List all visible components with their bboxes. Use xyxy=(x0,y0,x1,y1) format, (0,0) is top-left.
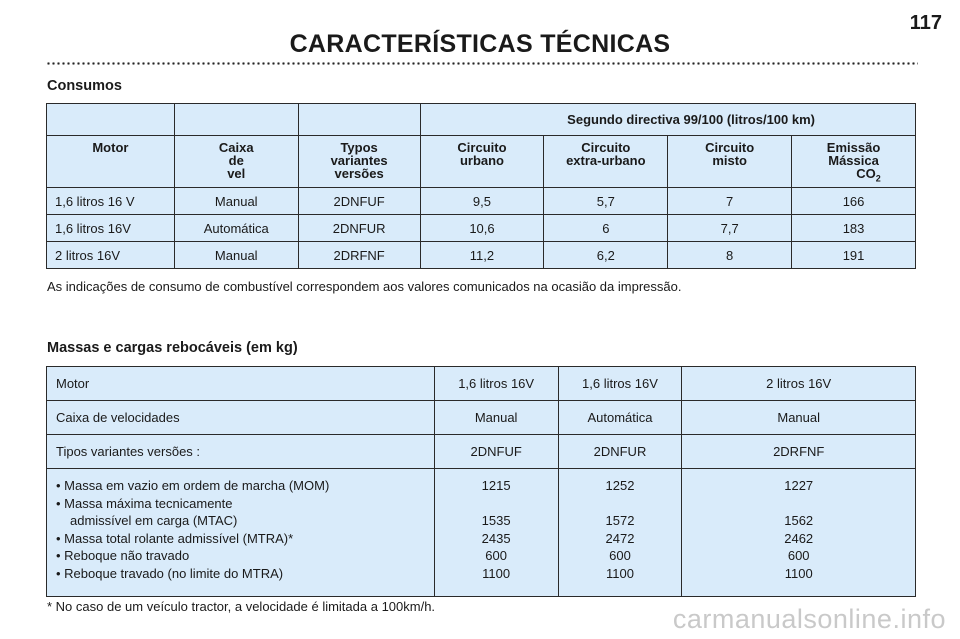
consumos-column-headers xyxy=(47,136,916,188)
header-circuito-urbano: Circuito urbano xyxy=(420,136,544,188)
header-motor: Motor xyxy=(47,136,175,188)
header-tipos: Typos variantes versões xyxy=(298,136,420,188)
list-item: admissível em carga (MTAC) xyxy=(70,513,238,528)
list-item: • Reboque não travado xyxy=(56,548,190,563)
massas-row-valores xyxy=(47,469,916,597)
massas-footnote: * No caso de um veículo tractor, a velocidade é limitada a 100km/h. xyxy=(47,599,436,614)
consumos-group-header-row xyxy=(47,104,916,136)
page-title: CARACTERÍSTICAS TÉCNICAS xyxy=(289,30,671,58)
massas-row-motor: Motor 1,6 litros 16V 1,6 litros 16V 2 litros 16V xyxy=(47,367,916,401)
header-caixa: Caixa de vel xyxy=(174,136,298,188)
header-circuito-misto: Circuito misto xyxy=(668,136,792,188)
consumos-row: 1,6 litros 16V Automática 2DNFUR 10,6 6 7,7 183 xyxy=(47,215,916,242)
list-item: • Massa total rolante admissível (MTRA)* xyxy=(56,530,294,546)
massas-section-title: Massas e cargas rebocáveis (em kg) xyxy=(47,340,298,356)
header-emissao: Emissão Mássica $CO_2$ xyxy=(792,136,916,188)
list-item: • Massa máxima tecnicamente xyxy=(56,495,233,511)
watermark: carmanualsonline.info xyxy=(672,604,946,634)
list-item: • Reboque travado (no limite do MTRA) xyxy=(56,565,284,581)
massas-values-col3: 1227 1562 2462 600 1100 xyxy=(682,469,916,597)
consumos-note: As indicações de consumo de combustível correspondem aos valores comunicados na ocasião da impressão. xyxy=(47,279,682,294)
consumos-row: 1,6 litros 16 V Manual 2DNFUF 9,5 5,7 7 166 xyxy=(47,188,916,215)
dotted-divider xyxy=(46,62,918,65)
massas-values-col2: 1252 1572 2472 600 1100 xyxy=(558,469,682,597)
massas-row-tipos: Tipos variantes versões : 2DNFUF 2DNFUR 2DRFNF xyxy=(47,435,916,469)
consumos-group-header: Segundo directiva 99/100 (litros/100 km) xyxy=(420,104,915,136)
consumos-table xyxy=(46,103,916,269)
massas-table xyxy=(46,366,916,597)
massas-values-col1: 1215 1535 2435 600 1100 xyxy=(434,469,558,597)
massas-item-labels xyxy=(47,469,435,597)
consumos-row: 2 litros 16V Manual 2DRFNF 11,2 6,2 8 191 xyxy=(47,242,916,269)
consumos-section-title: Consumos xyxy=(47,78,122,94)
page-number: 117 xyxy=(909,12,942,34)
header-circuito-extra-urbano: Circuito extra-urbano xyxy=(544,136,668,188)
massas-row-caixa: Caixa de velocidades Manual Automática Manual xyxy=(47,401,916,435)
list-item: • Massa em vazio em ordem de marcha (MOM) xyxy=(56,478,330,493)
